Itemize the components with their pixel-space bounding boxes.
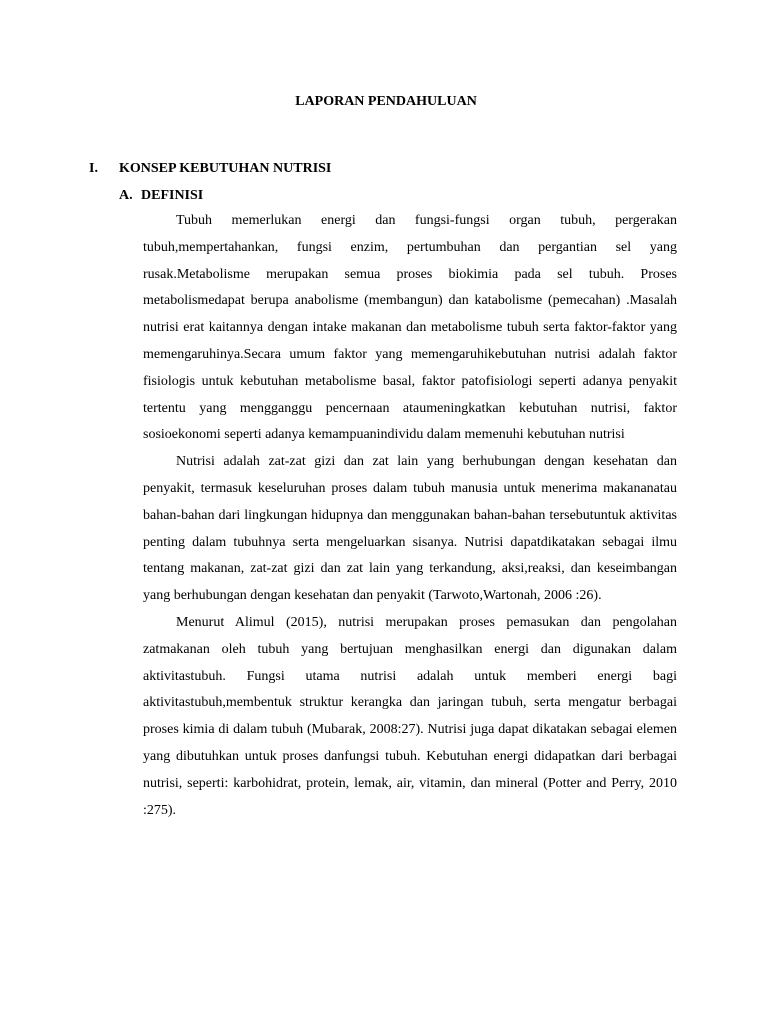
section-number: I. <box>89 161 98 176</box>
document-title: LAPORAN PENDAHULUAN <box>295 94 477 109</box>
section-title: KONSEP KEBUTUHAN NUTRISI <box>119 161 332 176</box>
subsection-letter: A. <box>119 188 133 203</box>
paragraph-nutrition-meaning: Nutrisi adalah zat-zat gizi dan zat lain yang berhubungan dengan kesehatan dan penyakit, termasuk keseluruhan proses dalam tubuh manusia untuk menerima makananatau bahan-bahan dari lingkungan hidupnya dan menggunakan bahan-bahan tersebutuntuk aktivitas penting dalam tubuhnya serta mengeluarkan sisanya. Nutrisi dapatdikatakan sebagai ilmu tentang makanan, zat-zat gizi dan zat lain yang terkandung, aksi,reaksi, dan keseimbangan yang berhubungan dengan kesehatan dan penyakit (Tarwoto,Wartonah, 2006 :26). <box>143 454 677 604</box>
paragraph-alimul: Menurut Alimul (2015), nutrisi merupakan proses pemasukan dan pengolahan zatmakanan oleh tubuh yang bertujuan menghasilkan energi dan digunakan dalam aktivitastubuh. Fungsi utama nutrisi adalah untuk memberi energi bagi aktivitastubuh,membentuk struktur kerangka dan jaringan tubuh, serta mengatur berbagai proses kimia di dalam tubuh (Mubarak, 2008:27). Nutrisi juga dapat dikatakan sebagai elemen yang dibutuhkan untuk proses danfungsi tubuh. Kebutuhan energi didapatkan dari berbagai nutrisi, seperti: karbohidrat, protein, lemak, air, vitamin, dan mineral (Potter and Perry, 2010 :275). <box>143 614 677 818</box>
subsection-heading <box>119 187 679 205</box>
section-heading <box>89 160 689 178</box>
paragraph-definition: Tubuh memerlukan energi dan fungsi-fungsi organ tubuh, pergerakan tubuh,mempertahankan, fungsi enzim, pertumbuhan dan pergantian sel yang rusak.Metabolisme merupakan semua proses biokimia pada sel tubuh. Proses metabolismedapat berupa anabolisme (membangun) dan katabolisme (pemecahan) .Masalah nutrisi erat kaitannya dengan intake makanan dan metabolisme tubuh serta faktor-faktor yang memengaruhinya.Secara umum faktor yang memengaruhikebutuhan nutrisi adalah faktor fisiologis untuk kebutuhan metabolisme basal, faktor patofisiologi seperti adanya penyakit tertentu yang mengganggu pencernaan ataumeningkatkan kebutuhan nutrisi, faktor sosioekonomi seperti adanya kemampuanindividu dalam memenuhi kebutuhan nutrisi <box>143 213 677 443</box>
body-text <box>143 208 677 824</box>
subsection-title: DEFINISI <box>141 188 204 203</box>
